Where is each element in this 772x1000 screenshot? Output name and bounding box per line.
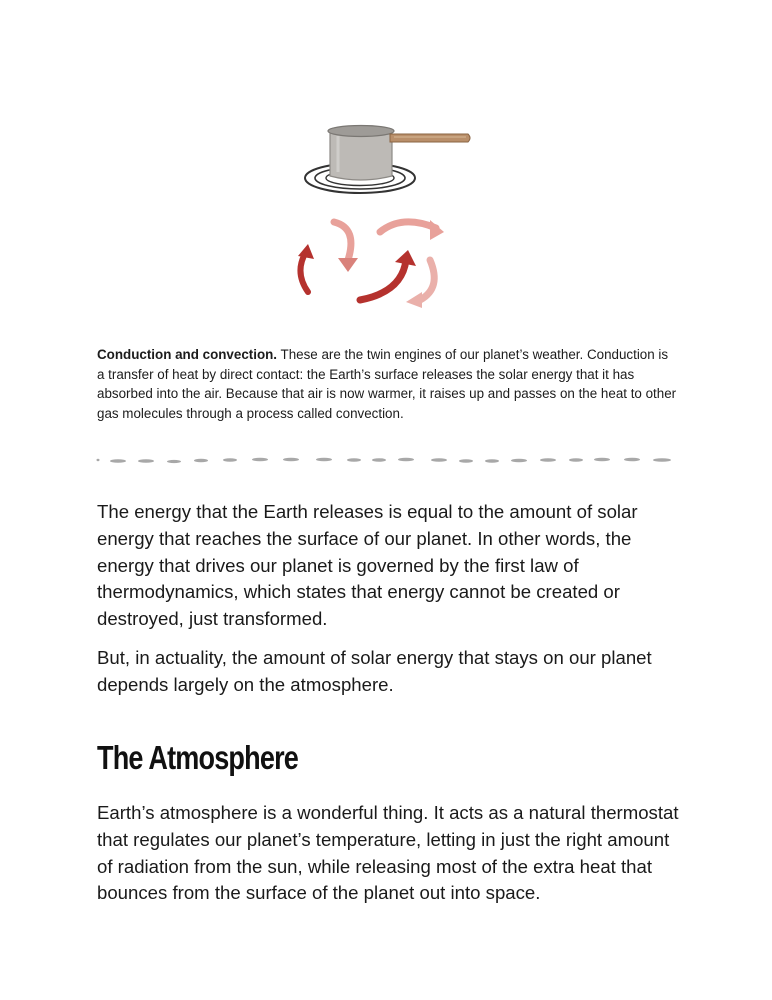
conduction-convection-illustration [280, 110, 500, 320]
saucepan-on-burner-icon [305, 126, 470, 194]
dashed-divider [96, 452, 676, 468]
convection-arrows-icon [298, 220, 444, 308]
body-paragraph: The energy that the Earth releases is equal to the amount of solar energy that reaches the surface of our planet. In other words, the energy that drives our planet is governed by the first law of thermodynamics, which states that energy cannot be created or destroyed, just transformed. [97, 501, 638, 630]
caption-text: These are the twin engines of our planet’s weather. Conduction is a transfer of heat by direct contact: the Earth’s surface releases the solar energy that it has absorbed into the air. Because that air is now warmer, it raises up and passes on the heat to other gas molecules through a process called convection. [97, 347, 677, 421]
caption-lead: Conduction and convection. [97, 347, 278, 362]
body-paragraph: Earth’s atmosphere is a wonderful thing. It acts as a natural thermostat that regulates our planet’s temperature, letting in just the right amount of radiation from the sun, while releasing most of the extra heat that bounces from the surface of the planet out into space. [97, 802, 679, 904]
section-heading: The Atmosphere [97, 739, 299, 776]
body-paragraph: But, in actuality, the amount of solar energy that stays on our planet depends largely on the atmosphere. [97, 647, 652, 695]
figure-caption [97, 345, 677, 423]
